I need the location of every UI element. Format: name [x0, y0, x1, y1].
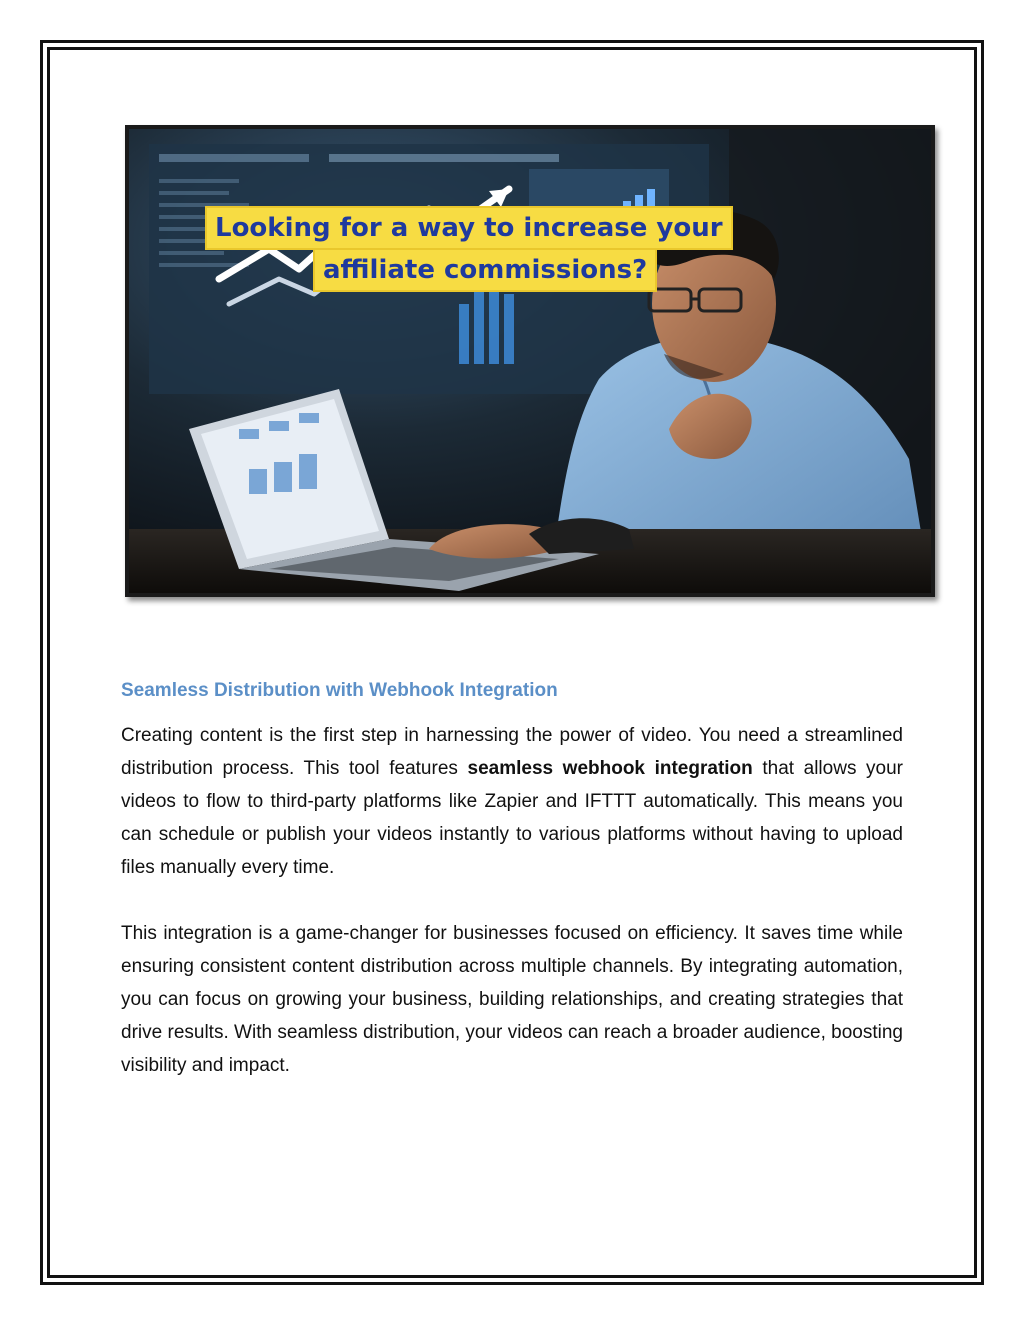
paragraph-2: This integration is a game-changer for businesses focused on efficiency. It saves time while ensuring consistent content distribution across multiple channels. By integrating automation, you can focus on growing your business, building relationships, and creating strategies that drive results. With seamless distribution, your videos can reach a broader audience, boosting visibility and impact. — [121, 923, 903, 1076]
paragraph-1 — [121, 719, 903, 884]
paragraph-1-bold-phrase: seamless webhook integration — [467, 758, 753, 779]
hero-caption — [207, 208, 855, 396]
hero-caption-line-2: affiliate commissions? — [315, 250, 655, 290]
paragraph-1-text-start: Creating content is the first step in harnessing the power of video. You need a streamlined distribution process. This tool features — [121, 725, 903, 779]
paragraph-1-text-end: that allows your videos to flow to third-party platforms like Zapier and IFTTT automatically. This means you can schedule or publish your videos instantly to various platforms without having to upload files manually every time. — [121, 758, 903, 878]
section-heading: Seamless Distribution with Webhook Integration — [121, 680, 558, 701]
hero-caption-line-1: Looking for a way to increase your — [207, 208, 731, 248]
